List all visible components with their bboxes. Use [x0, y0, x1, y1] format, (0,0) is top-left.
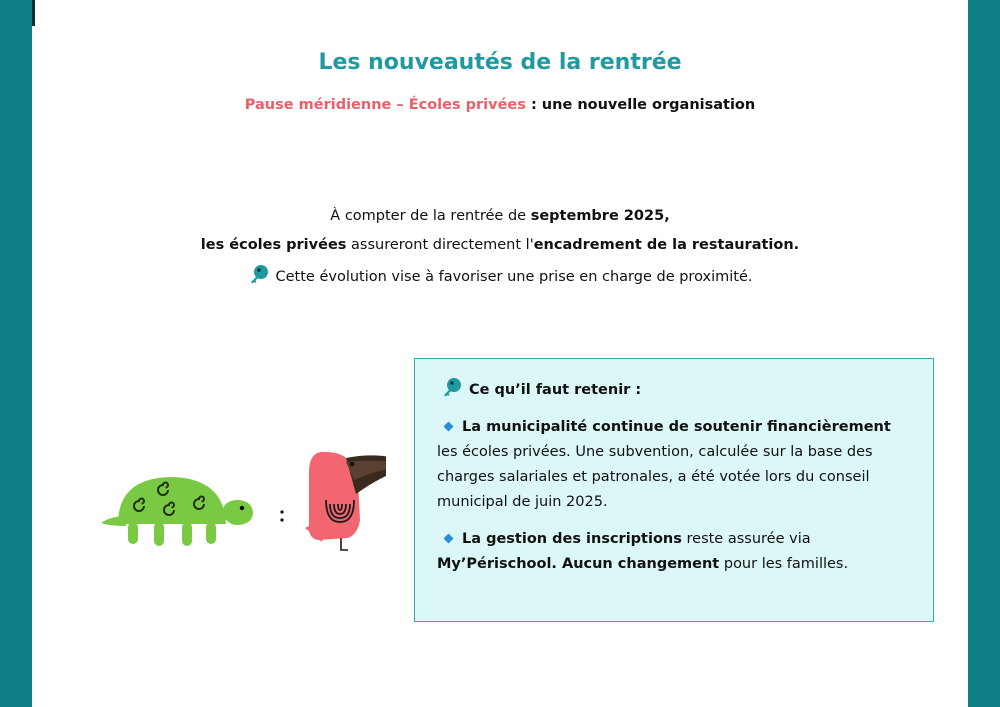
key-icon: [248, 264, 270, 286]
subtitle-accent: Pause méridienne – Écoles privées: [244, 97, 526, 113]
key-icon: [441, 377, 463, 399]
note-text: Cette évolution vise à favoriser une prise en charge de proximité.: [275, 269, 753, 285]
intro-line-2: [32, 231, 968, 260]
page-title: Les nouveautés de la rentrée: [318, 50, 682, 75]
intro-line2-bold-a: les écoles privées: [200, 237, 347, 253]
corner-mark: [32, 0, 35, 26]
intro-line1-text: À compter de la rentrée de: [330, 208, 531, 224]
box-title-text: Ce qu’il faut retenir :: [469, 382, 642, 398]
intro-line2-bold-c: encadrement de la restauration.: [533, 237, 800, 253]
point-2: [437, 527, 915, 577]
intro-line1-bold: septembre 2025,: [530, 208, 670, 224]
turtle-illustration: [101, 477, 284, 546]
point-1-bold: La municipalité continue de soutenir financièrement: [462, 419, 891, 435]
bullet-diamond-icon: [444, 533, 454, 543]
box-title: [441, 379, 641, 401]
document-page: [32, 0, 968, 707]
point-2-bold-2: My’Périschool. Aucun changement: [437, 556, 720, 572]
point-1-text: les écoles privées. Une subvention, calculée sur la base des charges salariales et patronales, a été votée lors du conseil municipal de juin 2025.: [437, 444, 873, 510]
page-subtitle: [32, 97, 968, 113]
point-1: [437, 415, 915, 515]
animal-illustration: [96, 440, 386, 560]
point-2-text-2: pour les familles.: [719, 556, 849, 572]
intro-line-1: [32, 202, 968, 231]
intro-text: [32, 202, 968, 260]
bullet-diamond-icon: [444, 421, 454, 431]
bird-illustration: [305, 452, 386, 550]
point-2-text-1: reste assurée via: [681, 531, 811, 547]
note-line: [32, 266, 968, 288]
key-points-box: [414, 358, 934, 622]
subtitle-rest: : une nouvelle organisation: [525, 97, 756, 113]
point-2-bold-1: La gestion des inscriptions: [462, 531, 682, 547]
intro-line2-text: assureront directement l': [346, 237, 534, 253]
